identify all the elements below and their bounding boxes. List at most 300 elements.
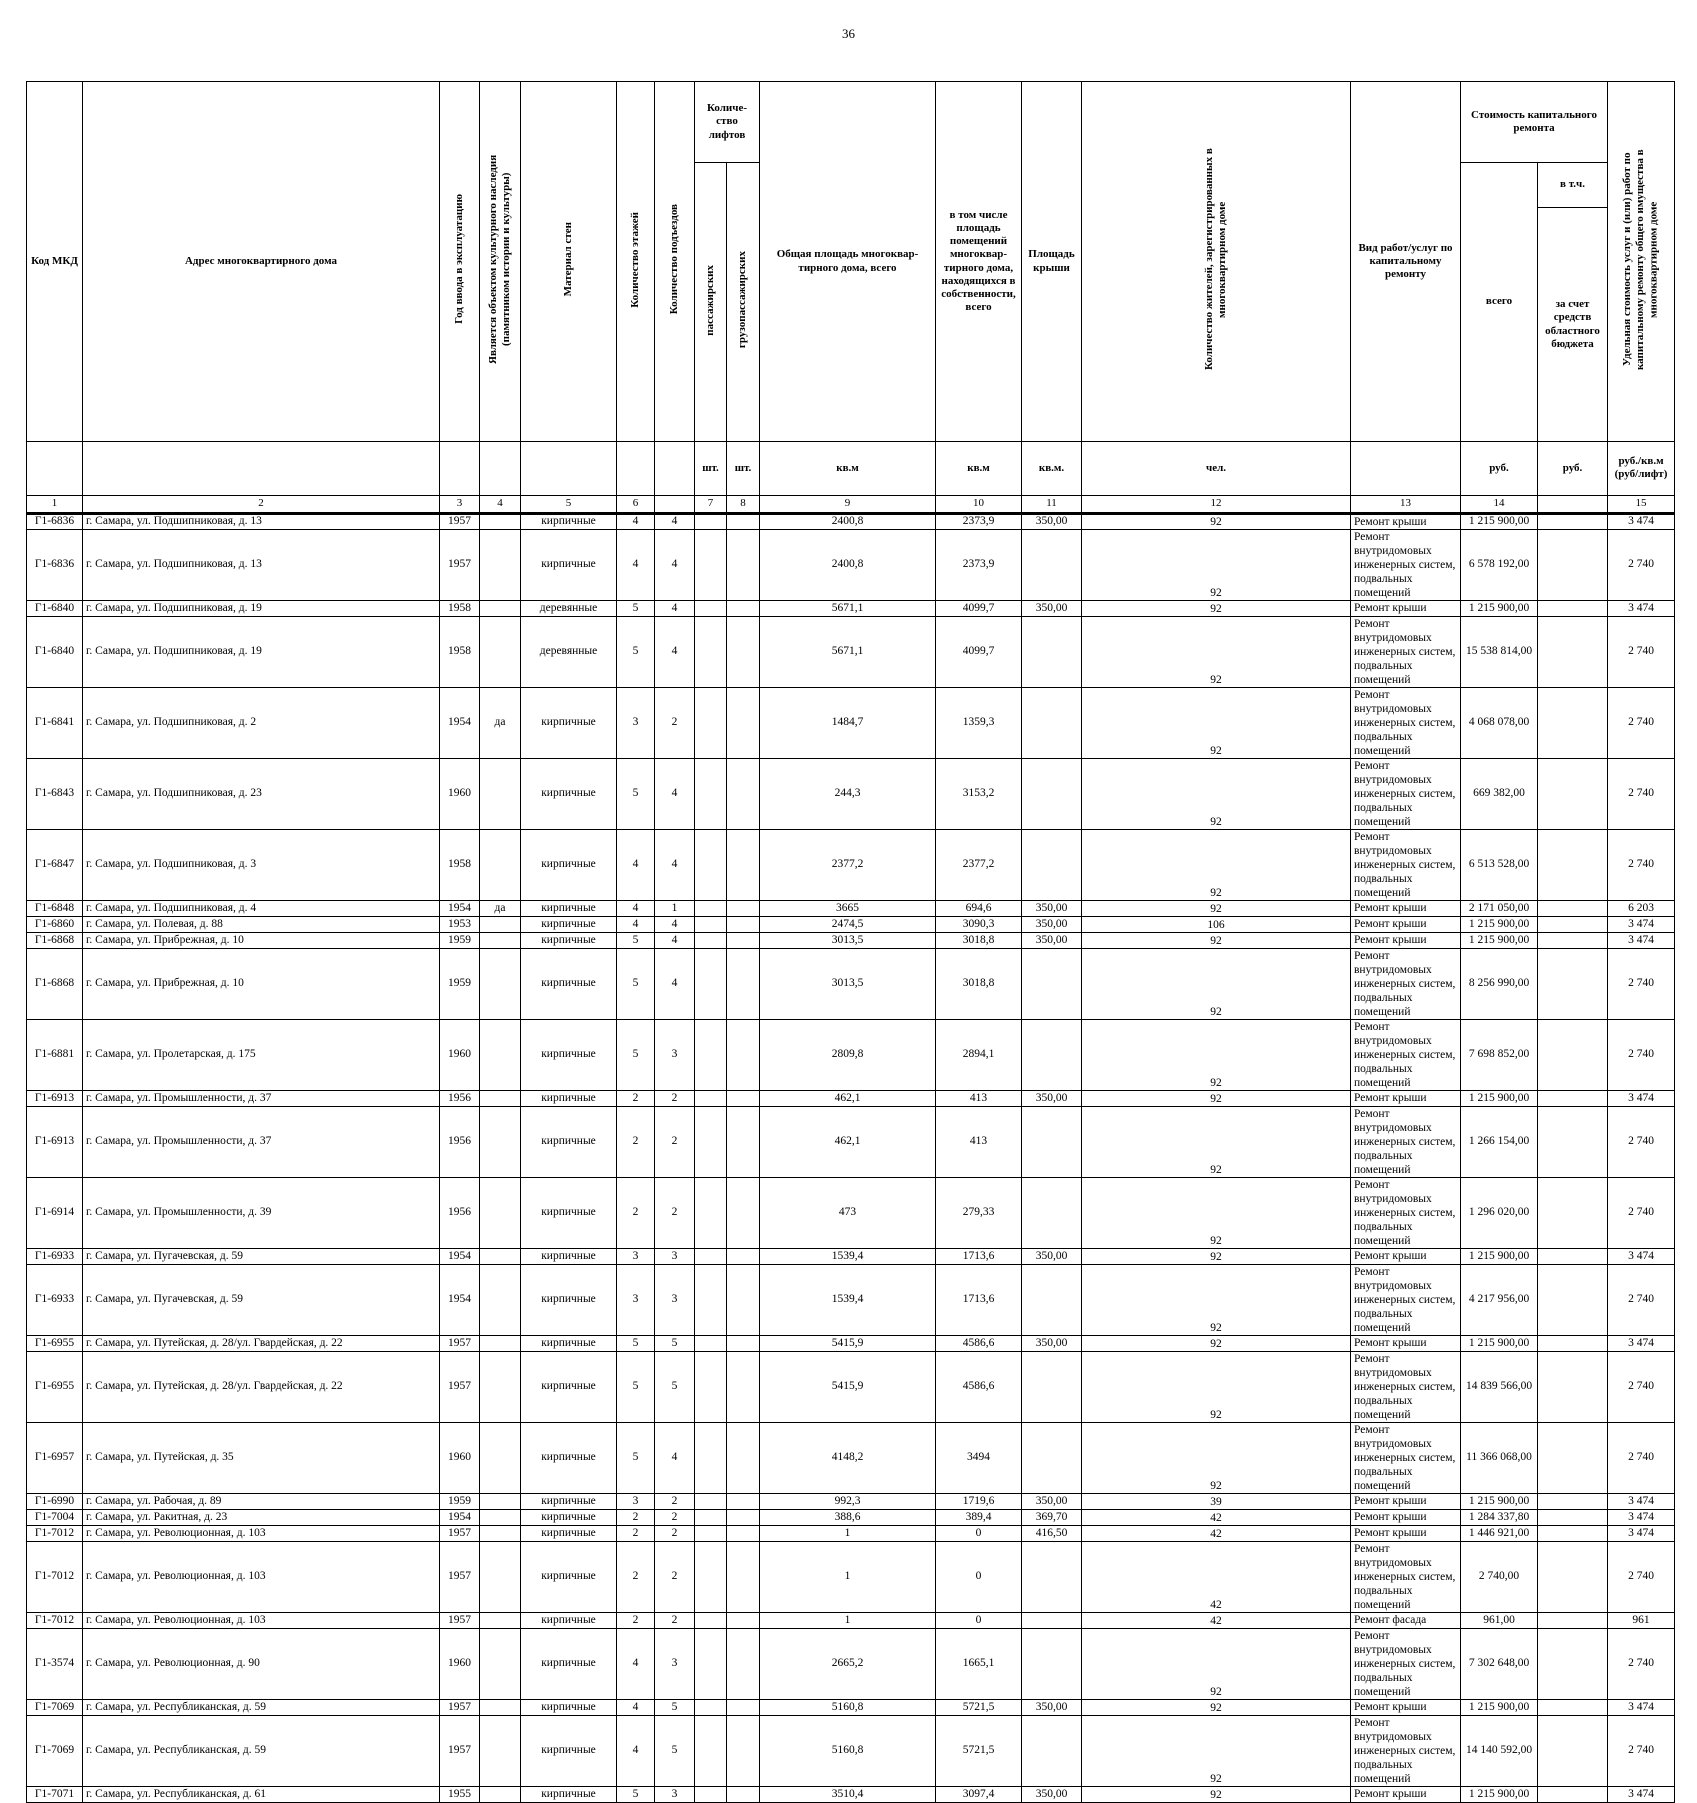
address-cell: г. Самара, ул. Путейская, д. 35: [83, 1422, 440, 1493]
lifts-passenger-cell: [695, 1422, 727, 1493]
wall-material-cell: кирпичные: [521, 1786, 617, 1802]
residents-cell: 92: [1082, 948, 1351, 1019]
work-type-cell: Ремонт внутридомовых инженерных систем, подвальных помещений: [1351, 948, 1461, 1019]
year-cell: 1956: [440, 1106, 480, 1177]
area-total-cell: 5671,1: [760, 600, 936, 616]
residents-cell: 92: [1082, 1786, 1351, 1802]
roof-area-cell: [1022, 529, 1082, 600]
year-cell: 1958: [440, 829, 480, 900]
lifts-passenger-cell: [695, 1351, 727, 1422]
work-type-cell: Ремонт внутридомовых инженерных систем, подвальных помещений: [1351, 687, 1461, 758]
floors-cell: 3: [617, 1493, 655, 1509]
unit-cost-cell: 2 740: [1608, 1541, 1675, 1612]
work-type-cell: Ремонт крыши: [1351, 1509, 1461, 1525]
floors-cell: 5: [617, 616, 655, 687]
area-owned-cell: 413: [936, 1106, 1022, 1177]
roof-area-cell: 369,70: [1022, 1509, 1082, 1525]
work-type-cell: Ремонт внутридомовых инженерных систем, подвальных помещений: [1351, 1715, 1461, 1786]
area-owned-cell: 0: [936, 1612, 1022, 1628]
header-lifts-passenger: пассажирских: [695, 163, 727, 442]
cost-regional-cell: [1538, 1090, 1608, 1106]
code-cell: Г1-6847: [27, 829, 83, 900]
unit-cost-cell: 3 474: [1608, 932, 1675, 948]
area-total-cell: 2377,2: [760, 829, 936, 900]
floors-cell: 5: [617, 948, 655, 1019]
work-type-cell: Ремонт крыши: [1351, 916, 1461, 932]
table-row: [27, 1541, 1675, 1612]
header-address: Адрес многоквартирного дома: [83, 82, 440, 442]
roof-area-cell: 350,00: [1022, 513, 1082, 529]
roof-area-cell: 350,00: [1022, 932, 1082, 948]
lifts-cargo-cell: [727, 513, 760, 529]
area-total-cell: 2809,8: [760, 1019, 936, 1090]
wall-material-cell: кирпичные: [521, 1422, 617, 1493]
residents-cell: 92: [1082, 1090, 1351, 1106]
header-lifts-cargo: грузопассажирских: [727, 163, 760, 442]
year-cell: 1956: [440, 1177, 480, 1248]
area-owned-cell: 0: [936, 1525, 1022, 1541]
cost-total-cell: 15 538 814,00: [1461, 616, 1538, 687]
year-cell: 1958: [440, 600, 480, 616]
lifts-passenger-cell: [695, 1493, 727, 1509]
lifts-cargo-cell: [727, 1699, 760, 1715]
address-cell: г. Самара, ул. Промышленности, д. 39: [83, 1177, 440, 1248]
unit-cost-cell: 3 474: [1608, 1335, 1675, 1351]
roof-area-cell: [1022, 687, 1082, 758]
lifts-passenger-cell: [695, 948, 727, 1019]
entrances-cell: 4: [655, 829, 695, 900]
unit-lifts-cargo: шт.: [727, 442, 760, 496]
year-cell: 1960: [440, 1628, 480, 1699]
floors-cell: 4: [617, 1715, 655, 1786]
residents-cell: 92: [1082, 1019, 1351, 1090]
header-walls: Материал стен: [521, 82, 617, 442]
area-total-cell: 5671,1: [760, 616, 936, 687]
wall-material-cell: кирпичные: [521, 1628, 617, 1699]
code-cell: Г1-6933: [27, 1248, 83, 1264]
address-cell: г. Самара, ул. Ракитная, д. 23: [83, 1509, 440, 1525]
unit-residents: чел.: [1082, 442, 1351, 496]
year-cell: 1957: [440, 1612, 480, 1628]
cost-total-cell: 1 215 900,00: [1461, 1335, 1538, 1351]
address-cell: г. Самара, ул. Рабочая, д. 89: [83, 1493, 440, 1509]
code-cell: Г1-7071: [27, 1786, 83, 1802]
lifts-passenger-cell: [695, 1335, 727, 1351]
code-cell: Г1-6848: [27, 900, 83, 916]
entrances-cell: 4: [655, 932, 695, 948]
unit-area-total: кв.м: [760, 442, 936, 496]
work-type-cell: Ремонт внутридомовых инженерных систем, подвальных помещений: [1351, 529, 1461, 600]
heritage-cell: [480, 1335, 521, 1351]
table-row: [27, 758, 1675, 829]
lifts-cargo-cell: [727, 687, 760, 758]
heritage-cell: [480, 1177, 521, 1248]
cost-regional-cell: [1538, 1525, 1608, 1541]
roof-area-cell: [1022, 1019, 1082, 1090]
year-cell: 1955: [440, 1786, 480, 1802]
code-cell: Г1-6868: [27, 948, 83, 1019]
heritage-cell: [480, 1090, 521, 1106]
lifts-cargo-cell: [727, 1248, 760, 1264]
area-total-cell: 1: [760, 1525, 936, 1541]
unit-cost-cell: 2 740: [1608, 948, 1675, 1019]
table-row: [27, 1509, 1675, 1525]
wall-material-cell: кирпичные: [521, 1090, 617, 1106]
header-entrances: Количество подъездов: [655, 82, 695, 442]
lifts-passenger-cell: [695, 829, 727, 900]
area-owned-cell: 1359,3: [936, 687, 1022, 758]
year-cell: 1954: [440, 687, 480, 758]
cost-total-cell: 669 382,00: [1461, 758, 1538, 829]
work-type-cell: Ремонт крыши: [1351, 1335, 1461, 1351]
year-cell: 1954: [440, 1264, 480, 1335]
cost-regional-cell: [1538, 513, 1608, 529]
floors-cell: 5: [617, 1422, 655, 1493]
table-row: [27, 900, 1675, 916]
lifts-passenger-cell: [695, 687, 727, 758]
table-row: [27, 1090, 1675, 1106]
year-cell: 1957: [440, 1335, 480, 1351]
cost-total-cell: 4 068 078,00: [1461, 687, 1538, 758]
cost-regional-cell: [1538, 758, 1608, 829]
floors-cell: 2: [617, 1612, 655, 1628]
cost-total-cell: 1 215 900,00: [1461, 1699, 1538, 1715]
lifts-passenger-cell: [695, 1525, 727, 1541]
address-cell: г. Самара, ул. Подшипниковая, д. 13: [83, 529, 440, 600]
header-floors: Количество этажей: [617, 82, 655, 442]
area-total-cell: 3013,5: [760, 948, 936, 1019]
lifts-passenger-cell: [695, 1699, 727, 1715]
entrances-cell: 2: [655, 1525, 695, 1541]
wall-material-cell: кирпичные: [521, 529, 617, 600]
year-cell: 1954: [440, 1509, 480, 1525]
address-cell: г. Самара, ул. Республиканская, д. 59: [83, 1715, 440, 1786]
table-row: [27, 1525, 1675, 1541]
table-header: [27, 82, 1675, 496]
wall-material-cell: кирпичные: [521, 829, 617, 900]
heritage-cell: [480, 1248, 521, 1264]
area-total-cell: 244,3: [760, 758, 936, 829]
heritage-cell: да: [480, 900, 521, 916]
area-total-cell: 2665,2: [760, 1628, 936, 1699]
cost-regional-cell: [1538, 916, 1608, 932]
address-cell: г. Самара, ул. Прибрежная, д. 10: [83, 948, 440, 1019]
residents-cell: 92: [1082, 758, 1351, 829]
lifts-passenger-cell: [695, 513, 727, 529]
cost-regional-cell: [1538, 600, 1608, 616]
entrances-cell: 3: [655, 1264, 695, 1335]
wall-material-cell: кирпичные: [521, 1509, 617, 1525]
work-type-cell: Ремонт крыши: [1351, 1699, 1461, 1715]
lifts-passenger-cell: [695, 900, 727, 916]
floors-cell: 2: [617, 1525, 655, 1541]
floors-cell: 5: [617, 1019, 655, 1090]
lifts-cargo-cell: [727, 1351, 760, 1422]
year-cell: 1954: [440, 1248, 480, 1264]
lifts-cargo-cell: [727, 1493, 760, 1509]
floors-cell: 2: [617, 1509, 655, 1525]
header-code: Код МКД: [27, 82, 83, 442]
table-row: [27, 1493, 1675, 1509]
area-owned-cell: 4099,7: [936, 600, 1022, 616]
area-total-cell: 1: [760, 1541, 936, 1612]
year-cell: 1959: [440, 1493, 480, 1509]
residents-cell: 42: [1082, 1509, 1351, 1525]
work-type-cell: Ремонт крыши: [1351, 600, 1461, 616]
unit-cost-cell: 2 740: [1608, 1106, 1675, 1177]
area-owned-cell: 4099,7: [936, 616, 1022, 687]
unit-cost-cell: 3 474: [1608, 1493, 1675, 1509]
lifts-passenger-cell: [695, 916, 727, 932]
lifts-passenger-cell: [695, 1264, 727, 1335]
unit-cost-cell: 2 740: [1608, 616, 1675, 687]
floors-cell: 4: [617, 529, 655, 600]
cost-regional-cell: [1538, 1019, 1608, 1090]
area-owned-cell: 1713,6: [936, 1264, 1022, 1335]
lifts-cargo-cell: [727, 1106, 760, 1177]
residents-cell: 106: [1082, 916, 1351, 932]
address-cell: г. Самара, ул. Прибрежная, д. 10: [83, 932, 440, 948]
wall-material-cell: кирпичные: [521, 1106, 617, 1177]
header-cost: Стоимость капитального ремонта: [1461, 82, 1608, 163]
area-owned-cell: 389,4: [936, 1509, 1022, 1525]
area-total-cell: 5160,8: [760, 1715, 936, 1786]
year-cell: 1954: [440, 900, 480, 916]
roof-area-cell: 350,00: [1022, 1699, 1082, 1715]
code-cell: Г1-6868: [27, 932, 83, 948]
area-total-cell: 388,6: [760, 1509, 936, 1525]
floors-cell: 3: [617, 1264, 655, 1335]
code-cell: Г1-6955: [27, 1335, 83, 1351]
code-cell: Г1-7069: [27, 1699, 83, 1715]
cost-total-cell: 1 215 900,00: [1461, 916, 1538, 932]
cost-total-cell: 14 140 592,00: [1461, 1715, 1538, 1786]
unit-cost-cell: 961: [1608, 1612, 1675, 1628]
code-cell: Г1-6957: [27, 1422, 83, 1493]
heritage-cell: [480, 948, 521, 1019]
year-cell: 1957: [440, 1699, 480, 1715]
cost-regional-cell: [1538, 687, 1608, 758]
work-type-cell: Ремонт крыши: [1351, 513, 1461, 529]
entrances-cell: 4: [655, 529, 695, 600]
lifts-cargo-cell: [727, 529, 760, 600]
unit-cost-cell: 2 740: [1608, 829, 1675, 900]
wall-material-cell: кирпичные: [521, 932, 617, 948]
area-total-cell: 3665: [760, 900, 936, 916]
year-cell: 1960: [440, 1422, 480, 1493]
wall-material-cell: кирпичные: [521, 948, 617, 1019]
heritage-cell: [480, 1786, 521, 1802]
unit-cost-regional: руб.: [1538, 442, 1608, 496]
address-cell: г. Самара, ул. Подшипниковая, д. 13: [83, 513, 440, 529]
cost-total-cell: 1 215 900,00: [1461, 513, 1538, 529]
area-owned-cell: 1713,6: [936, 1248, 1022, 1264]
work-type-cell: Ремонт внутридомовых инженерных систем, подвальных помещений: [1351, 1422, 1461, 1493]
roof-area-cell: [1022, 1628, 1082, 1699]
unit-cost-total: руб.: [1461, 442, 1538, 496]
heritage-cell: [480, 1525, 521, 1541]
cost-total-cell: 4 217 956,00: [1461, 1264, 1538, 1335]
lifts-passenger-cell: [695, 529, 727, 600]
table-row: [27, 948, 1675, 1019]
entrances-cell: 2: [655, 1493, 695, 1509]
area-total-cell: 2400,8: [760, 529, 936, 600]
lifts-cargo-cell: [727, 1715, 760, 1786]
roof-area-cell: [1022, 1177, 1082, 1248]
year-cell: 1960: [440, 1019, 480, 1090]
address-cell: г. Самара, ул. Пугачевская, д. 59: [83, 1248, 440, 1264]
heritage-cell: [480, 1541, 521, 1612]
year-cell: 1959: [440, 932, 480, 948]
roof-area-cell: 350,00: [1022, 600, 1082, 616]
wall-material-cell: кирпичные: [521, 1177, 617, 1248]
area-owned-cell: 2373,9: [936, 513, 1022, 529]
address-cell: г. Самара, ул. Полевая, д. 88: [83, 916, 440, 932]
cost-total-cell: 961,00: [1461, 1612, 1538, 1628]
unit-lifts-pass: шт.: [695, 442, 727, 496]
wall-material-cell: кирпичные: [521, 1248, 617, 1264]
roof-area-cell: 350,00: [1022, 1493, 1082, 1509]
cost-regional-cell: [1538, 1509, 1608, 1525]
work-type-cell: Ремонт внутридомовых инженерных систем, подвальных помещений: [1351, 1628, 1461, 1699]
heritage-cell: [480, 1264, 521, 1335]
entrances-cell: 4: [655, 916, 695, 932]
floors-cell: 4: [617, 829, 655, 900]
capital-repair-table: [26, 81, 1675, 1803]
lifts-cargo-cell: [727, 1612, 760, 1628]
area-total-cell: 2400,8: [760, 513, 936, 529]
roof-area-cell: 416,50: [1022, 1525, 1082, 1541]
code-cell: Г1-6990: [27, 1493, 83, 1509]
code-cell: Г1-7004: [27, 1509, 83, 1525]
cost-total-cell: 1 215 900,00: [1461, 1090, 1538, 1106]
floors-cell: 5: [617, 932, 655, 948]
table-row: [27, 1351, 1675, 1422]
unit-cost-cell: 2 740: [1608, 1351, 1675, 1422]
work-type-cell: Ремонт крыши: [1351, 932, 1461, 948]
cost-regional-cell: [1538, 900, 1608, 916]
unit-cost-cell: 3 474: [1608, 1786, 1675, 1802]
address-cell: г. Самара, ул. Пугачевская, д. 59: [83, 1264, 440, 1335]
cost-regional-cell: [1538, 1493, 1608, 1509]
lifts-cargo-cell: [727, 948, 760, 1019]
code-cell: Г1-6955: [27, 1351, 83, 1422]
address-cell: г. Самара, ул. Пролетарская, д. 175: [83, 1019, 440, 1090]
column-numbers-row: 1 2 3 4 5 6 7 8 9 10 11 12 13 14 15: [27, 495, 1675, 513]
year-cell: 1960: [440, 758, 480, 829]
year-cell: 1957: [440, 529, 480, 600]
lifts-cargo-cell: [727, 1177, 760, 1248]
wall-material-cell: кирпичные: [521, 1715, 617, 1786]
table-row: [27, 1715, 1675, 1786]
cost-total-cell: 1 266 154,00: [1461, 1106, 1538, 1177]
lifts-passenger-cell: [695, 1541, 727, 1612]
address-cell: г. Самара, ул. Подшипниковая, д. 23: [83, 758, 440, 829]
code-cell: Г1-7069: [27, 1715, 83, 1786]
table-row: [27, 616, 1675, 687]
roof-area-cell: 350,00: [1022, 1090, 1082, 1106]
work-type-cell: Ремонт внутридомовых инженерных систем, подвальных помещений: [1351, 616, 1461, 687]
roof-area-cell: 350,00: [1022, 1335, 1082, 1351]
unit-cost-cell: 2 740: [1608, 687, 1675, 758]
unit-cost-cell: 2 740: [1608, 529, 1675, 600]
unit-cost-cell: 2 740: [1608, 1628, 1675, 1699]
code-cell: Г1-6840: [27, 600, 83, 616]
area-owned-cell: 413: [936, 1090, 1022, 1106]
roof-area-cell: 350,00: [1022, 1248, 1082, 1264]
code-cell: Г1-6843: [27, 758, 83, 829]
entrances-cell: 1: [655, 900, 695, 916]
heritage-cell: [480, 600, 521, 616]
lifts-cargo-cell: [727, 829, 760, 900]
year-cell: 1957: [440, 1351, 480, 1422]
residents-cell: 42: [1082, 1525, 1351, 1541]
entrances-cell: 4: [655, 948, 695, 1019]
area-total-cell: 1: [760, 1612, 936, 1628]
table-row: [27, 1628, 1675, 1699]
heritage-cell: [480, 916, 521, 932]
floors-cell: 5: [617, 1351, 655, 1422]
wall-material-cell: кирпичные: [521, 687, 617, 758]
unit-cost-cell: 2 740: [1608, 1422, 1675, 1493]
roof-area-cell: [1022, 1264, 1082, 1335]
table-row: [27, 932, 1675, 948]
address-cell: г. Самара, ул. Республиканская, д. 61: [83, 1786, 440, 1802]
area-total-cell: 992,3: [760, 1493, 936, 1509]
roof-area-cell: [1022, 1612, 1082, 1628]
area-owned-cell: 3097,4: [936, 1786, 1022, 1802]
floors-cell: 5: [617, 1786, 655, 1802]
code-cell: Г1-6914: [27, 1177, 83, 1248]
area-owned-cell: 3018,8: [936, 932, 1022, 948]
table-row: [27, 600, 1675, 616]
code-cell: Г1-6860: [27, 916, 83, 932]
year-cell: 1957: [440, 1541, 480, 1612]
work-type-cell: Ремонт крыши: [1351, 1090, 1461, 1106]
wall-material-cell: кирпичные: [521, 1525, 617, 1541]
unit-cost-cell: 3 474: [1608, 513, 1675, 529]
code-cell: Г1-6840: [27, 616, 83, 687]
area-owned-cell: 3090,3: [936, 916, 1022, 932]
table-row: [27, 1612, 1675, 1628]
entrances-cell: 5: [655, 1715, 695, 1786]
page-number: 36: [842, 26, 855, 41]
heritage-cell: [480, 616, 521, 687]
header-area-owned: в том числе площадь помещений многоквар-тирного дома, находящихся в собственности, всего: [936, 82, 1022, 442]
table-row: [27, 513, 1675, 529]
roof-area-cell: [1022, 829, 1082, 900]
cost-total-cell: 2 171 050,00: [1461, 900, 1538, 916]
area-owned-cell: 4586,6: [936, 1335, 1022, 1351]
residents-cell: 39: [1082, 1493, 1351, 1509]
entrances-cell: 2: [655, 687, 695, 758]
floors-cell: 4: [617, 1628, 655, 1699]
address-cell: г. Самара, ул. Подшипниковая, д. 4: [83, 900, 440, 916]
cost-total-cell: 1 215 900,00: [1461, 600, 1538, 616]
cost-regional-cell: [1538, 829, 1608, 900]
code-cell: Г1-6913: [27, 1090, 83, 1106]
work-type-cell: Ремонт внутридомовых инженерных систем, подвальных помещений: [1351, 1019, 1461, 1090]
heritage-cell: [480, 1612, 521, 1628]
lifts-cargo-cell: [727, 932, 760, 948]
code-cell: Г1-7012: [27, 1612, 83, 1628]
cost-total-cell: 14 839 566,00: [1461, 1351, 1538, 1422]
table-row: [27, 1106, 1675, 1177]
lifts-passenger-cell: [695, 758, 727, 829]
cost-total-cell: 6 513 528,00: [1461, 829, 1538, 900]
cost-regional-cell: [1538, 1106, 1608, 1177]
cost-total-cell: 7 302 648,00: [1461, 1628, 1538, 1699]
